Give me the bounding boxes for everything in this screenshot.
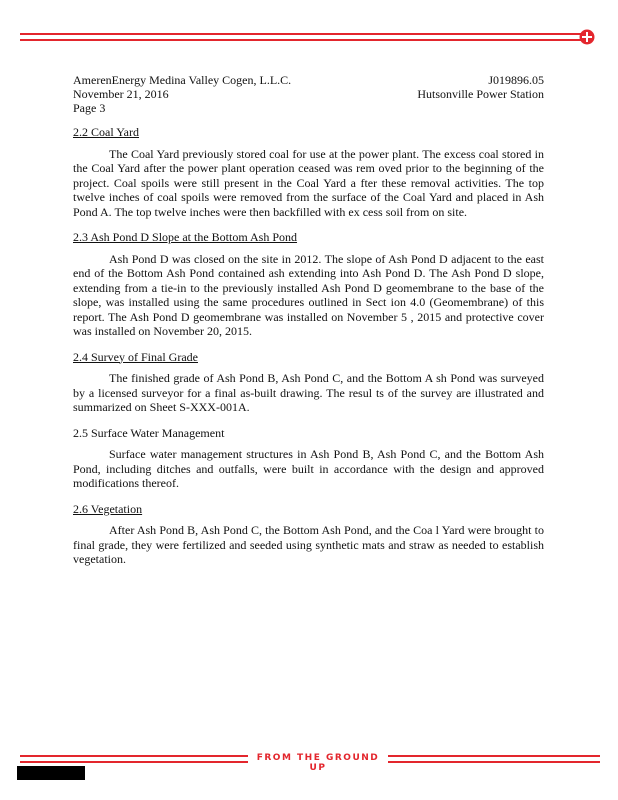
footer-tagline: FROM THE GROUND UP <box>256 753 380 773</box>
page-footer <box>20 753 600 773</box>
section-heading: 2.4 Survey of Final Grade <box>73 349 198 364</box>
section-survey-final-grade <box>73 350 544 415</box>
section-vegetation <box>73 502 544 567</box>
section-heading: 2.5 Surface Water Management <box>73 425 225 440</box>
section-paragraph: The finished grade of Ash Pond B, Ash Pond C, and the Bottom A sh Pond was surveyed by a licensed surveyor for a final as-built drawing. The resul ts of the survey are illustrated and summarized on Sheet S-XXX-001A. <box>73 371 544 414</box>
section-heading: 2.2 Coal Yard <box>73 125 140 139</box>
report-date: November 21, 2016 <box>73 87 169 101</box>
document-body <box>73 125 544 578</box>
station-name: Hutsonville Power Station <box>417 87 544 101</box>
footer-rule-left <box>20 755 248 764</box>
section-paragraph: Ash Pond D was closed on the site in 2012. The slope of Ash Pond D adjacent to the east end of the Bottom Ash Pond contained ash extending into Ash Pond D. The Ash Pond D slope, extending from a tie-in to the previously installed Ash Pond D geomembrane to the base of the slope, was installed using the same procedures outlined in Sect ion 4.0 (Geomembrane) of this report. The Ash Pond D geomembrane was installed on November 5 , 2015 and protective cover was installed on November 20, 2015. <box>73 251 544 338</box>
section-ash-pond-d-slope <box>73 230 544 339</box>
section-paragraph: After Ash Pond B, Ash Pond C, the Bottom Ash Pond, and the Coa l Yard were brought to final grade, they were fertilized and seeded using synthetic mats and straw as needed to establish vegetation. <box>73 523 544 566</box>
section-paragraph: Surface water management structures in Ash Pond B, Ash Pond C, and the Bottom Ash Pond, including ditches and outfalls, were built in accordance with the design and approved modifications thereof. <box>73 447 544 490</box>
header-rule <box>20 33 586 42</box>
redaction-block <box>17 766 85 780</box>
project-number: J019896.05 <box>488 73 544 87</box>
section-heading: 2.6 Vegetation <box>73 501 143 516</box>
section-surface-water <box>73 426 544 491</box>
company-name: AmerenEnergy Medina Valley Cogen, L.L.C. <box>73 73 292 87</box>
letter-header <box>73 73 544 115</box>
section-heading: 2.3 Ash Pond D Slope at the Bottom Ash Pond <box>73 230 298 244</box>
section-paragraph: The Coal Yard previously stored coal for use at the power plant. The excess coal stored in the Coal Yard after the power plant operation ceased was rem oved prior to the beginning of the project. Coal spoils were still present in the Coal Yard a fter these removal activities. The top twelve inches of coal spoils were removed from the surface of the Coal Yard and placed in Ash Pond A. The top twelve inches were then backfilled with ex cess soil from on site. <box>73 146 544 219</box>
footer-rule-right <box>388 755 600 764</box>
page-number: Page 3 <box>73 101 106 115</box>
company-logo-icon <box>579 29 595 45</box>
section-coal-yard <box>73 125 544 219</box>
